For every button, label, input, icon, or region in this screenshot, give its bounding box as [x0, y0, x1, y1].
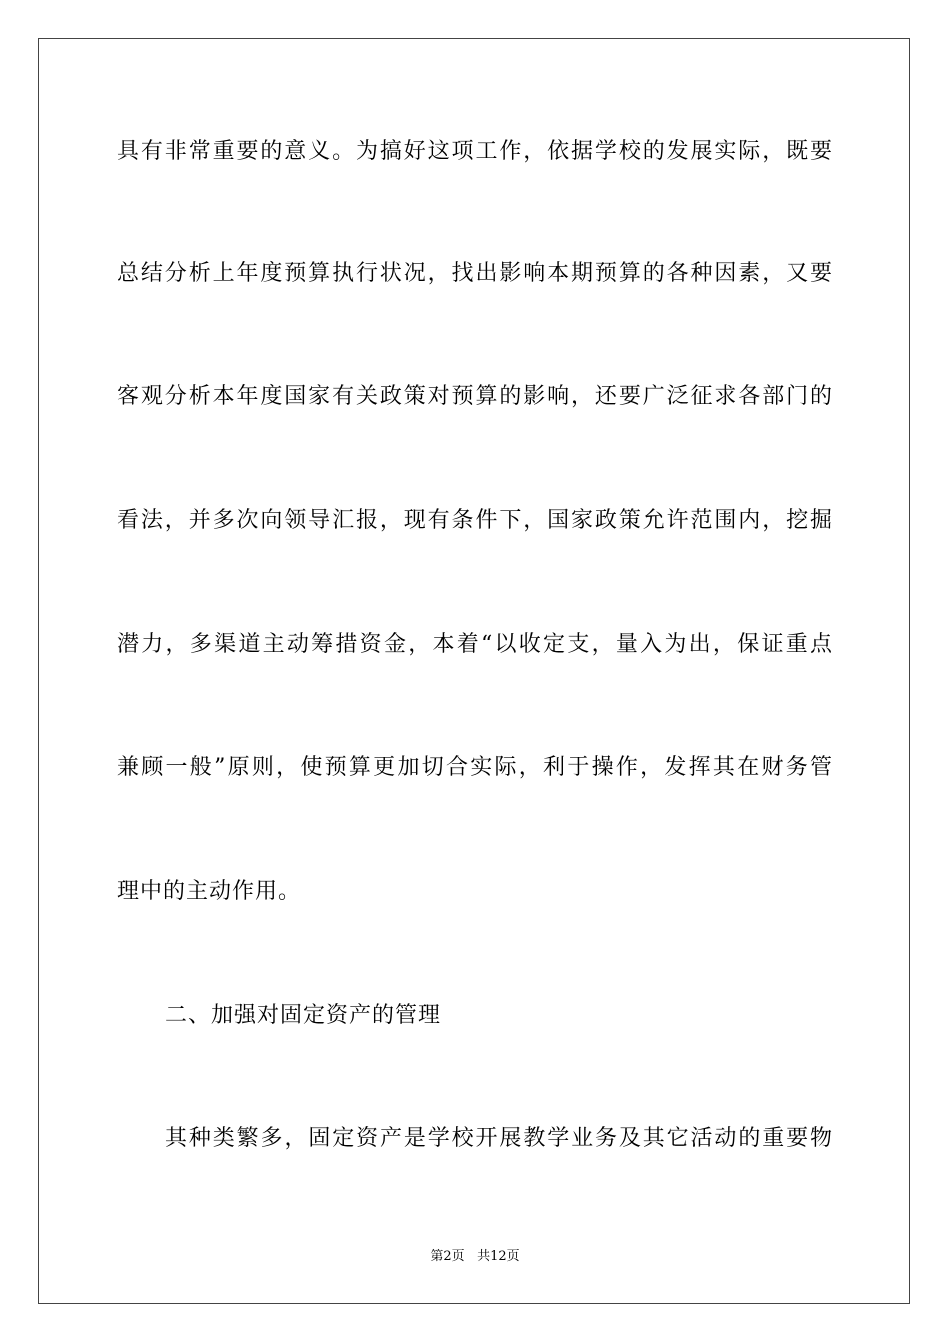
page-footer — [0, 1248, 950, 1266]
paragraph-line-5: 潜力，多渠道主动筹措资金，本着“以收定支，量入为出，保证重点 — [117, 632, 833, 657]
paragraph-line-3: 客观分析本年度国家有关政策对预算的影响，还要广泛征求各部门的 — [117, 384, 833, 409]
paragraph-line-6: 兼顾一般”原则，使预算更加切合实际，利于操作，发挥其在财务管 — [117, 755, 833, 780]
paragraph-line-1: 具有非常重要的意义。为搞好这项工作，依据学校的发展实际，既要 — [117, 139, 833, 164]
paragraph-line-7: 理中的主动作用。 — [117, 879, 302, 904]
page-border — [38, 38, 910, 1304]
paragraph-line-4: 看法，并多次向领导汇报，现有条件下，国家政策允许范围内，挖掘 — [117, 508, 833, 533]
page-number: 第2页 — [430, 1249, 465, 1264]
paragraph-line-2: 总结分析上年度预算执行状况，找出影响本期预算的各种因素，又要 — [117, 261, 833, 286]
section-heading: 二、加强对固定资产的管理 — [165, 1003, 442, 1028]
page-total: 共12页 — [477, 1249, 520, 1264]
paragraph-line-8: 其种类繁多，固定资产是学校开展教学业务及其它活动的重要物 — [165, 1126, 833, 1151]
